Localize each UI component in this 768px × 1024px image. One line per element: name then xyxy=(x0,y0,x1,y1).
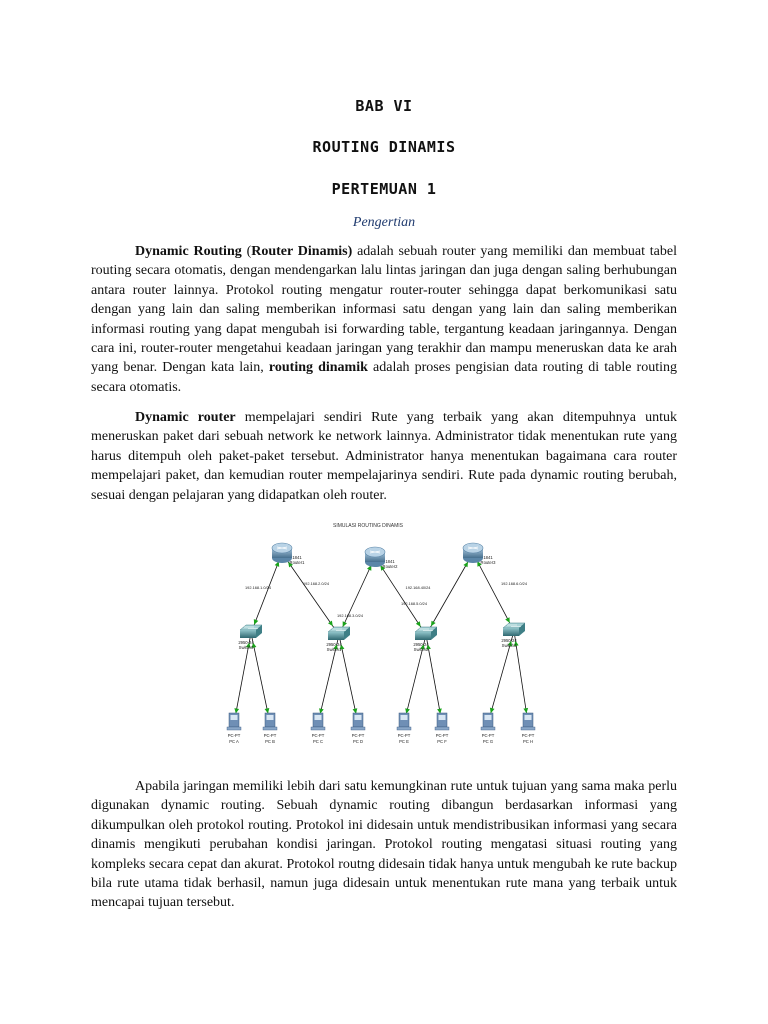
term-routing-dinamik: routing dinamik xyxy=(268,360,368,376)
pc-icon xyxy=(351,713,365,730)
router-model-label: 1841 xyxy=(483,555,493,560)
pc-type-label: PC-PT xyxy=(435,733,449,738)
link-port-indicator xyxy=(328,621,333,627)
term-dynamic-routing: Dynamic Routing xyxy=(135,244,242,259)
diagram-title: SIMULASI ROUTING DINAMIS xyxy=(333,523,404,529)
pc-type-label: PC-PT xyxy=(481,733,495,738)
link-port-indicator xyxy=(490,708,495,714)
router-name-label: Router2 xyxy=(382,564,398,569)
link-port-indicator xyxy=(234,708,239,713)
meeting-heading: PERTEMUAN 1 xyxy=(331,180,437,198)
section-subtitle: Pengertian xyxy=(352,215,416,230)
network-address-label: 192.168.40/24 xyxy=(405,585,431,590)
pc-icon xyxy=(311,713,325,730)
router-model-label: 1841 xyxy=(292,555,302,560)
pc-icon xyxy=(263,713,277,730)
pc-name-label: PC H xyxy=(522,739,534,744)
network-address-label: 192.168.5.0/24 xyxy=(401,601,427,606)
pc-type-label: PC-PT xyxy=(227,733,241,738)
switch-name-label: Switch1 xyxy=(326,647,342,652)
pc-name-label: PC F xyxy=(437,739,447,744)
pc-icon xyxy=(481,713,495,730)
router-model-label: 1841 xyxy=(385,559,395,564)
pc-type-label: PC-PT xyxy=(263,733,277,738)
term-dynamic-router: Dynamic router xyxy=(135,410,236,425)
pc-type-label: PC-PT xyxy=(311,733,325,738)
paragraph-text: ( xyxy=(241,244,252,259)
pc-name-label: PC E xyxy=(399,739,409,744)
switch-icon xyxy=(503,623,525,636)
link-port-indicator xyxy=(416,621,421,627)
pc-name-label: PC A xyxy=(229,739,239,744)
term-router-dinamis: Router Dinamis) xyxy=(251,244,353,259)
paragraph-definition xyxy=(91,242,677,397)
switch-model-label: 2950-24 xyxy=(326,642,342,647)
pc-type-label: PC-PT xyxy=(521,733,535,738)
switch-model-label: 2950-24 xyxy=(413,642,429,647)
pc-icon xyxy=(435,713,449,730)
pc-name-label: PC D xyxy=(352,739,364,744)
link-port-indicator xyxy=(523,708,528,713)
switch-model-label: 2950-24 xyxy=(238,640,254,645)
router-name-label: Router3 xyxy=(480,560,496,565)
switch-name-label: Switch3 xyxy=(501,643,517,648)
network-address-label: 192.168.6.0/24 xyxy=(501,581,527,586)
router-name-label: Router1 xyxy=(289,560,305,565)
nodes-group xyxy=(227,543,535,730)
network-address-label: 192.168.2.0/24 xyxy=(303,581,329,586)
pc-name-label: PC B xyxy=(265,739,275,744)
pc-icon xyxy=(227,713,241,730)
links-group xyxy=(234,553,528,723)
switch-name-label: Switch2 xyxy=(413,647,429,652)
paragraph-text: adalah sebuah router yang memiliki dan membuat tabel routing secara otomatis, dengan mendengarkan lalu lintas jaringan dan juga dengan saling berhubungan antara router lainnya. Protokol routing mengatur router-router sehingga dapat berkomunikasi satu dengan yang lain dan saling memberikan informasi satu dengan yang lain dan saling memberikan informasi routing yang dapat mengubah isi forwarding table, tergantung keadaan jaringannya. Dengan cara ini, router-router mengetahui keadaan jaringan yang terakhir dan mampu meneruskan data ke arah yang benar. Dengan kata lain, xyxy=(91,244,677,376)
pc-icon xyxy=(521,713,535,730)
network-topology-diagram xyxy=(218,515,548,767)
pc-type-label: PC-PT xyxy=(351,733,365,738)
chapter-heading: BAB VI xyxy=(355,97,413,115)
paragraph-text: Apabila jaringan memiliki lebih dari satu kemungkinan rute untuk tujuan yang sama maka perlu digunakan dynamic routing. Sebuah dynamic routing dibangun berdasarkan informasi yang dikumpulkan oleh protokol routing. Protokol ini didesain untuk mendistribusikan informasi yang secara dinamis mengikuti perubahan kondisi jaringan. Protokol routing mengatasi situasi routing yang kompleks secara cepat dan akurat. Protokol routng didesain tidak hanya untuk mengubah ke rute backup bila rute utama tidak berhasil, namun juga didesain untuk menentukan rute mana yang terbaik untuk mencapai tujuan tersebut. xyxy=(91,779,677,911)
paragraph-text: mempelajari sendiri Rute yang terbaik yang akan ditempuhnya untuk meneruskan paket dari sebuah network ke network lainnya. Administrator tidak menentukan rute yang harus ditempuh oleh paket-paket tersebut. Administrator hanya menentukan bagaimana cara router mempelajari paket, dan kemudian router mempelajarinya sendiri. Rute pada dynamic routing berubah, sesuai dengan pelajaran yang didapatkan oleh router. xyxy=(91,410,678,503)
network-address-label: 192.168.1.0/24 xyxy=(245,585,271,590)
paragraph-routing-usage xyxy=(91,777,677,913)
pc-type-label: PC-PT xyxy=(397,733,411,738)
paragraph-text: adalah proses pengisian data routing di table routing secara otomatis. xyxy=(91,360,677,395)
switch-model-label: 2950-24 xyxy=(501,638,517,643)
switch-icon xyxy=(415,627,437,640)
pc-name-label: PC C xyxy=(312,739,324,744)
chapter-title: ROUTING DINAMIS xyxy=(312,138,456,156)
link-port-indicator xyxy=(265,708,270,714)
network-address-label: 192.168.3.0/24 xyxy=(337,613,363,618)
pc-name-label: PC G xyxy=(482,739,494,744)
pc-icon xyxy=(397,713,411,730)
switch-icon xyxy=(328,627,350,640)
switch-name-label: Switch0 xyxy=(238,645,254,650)
paragraph-dynamic-router xyxy=(91,408,677,505)
switch-icon xyxy=(240,625,262,638)
